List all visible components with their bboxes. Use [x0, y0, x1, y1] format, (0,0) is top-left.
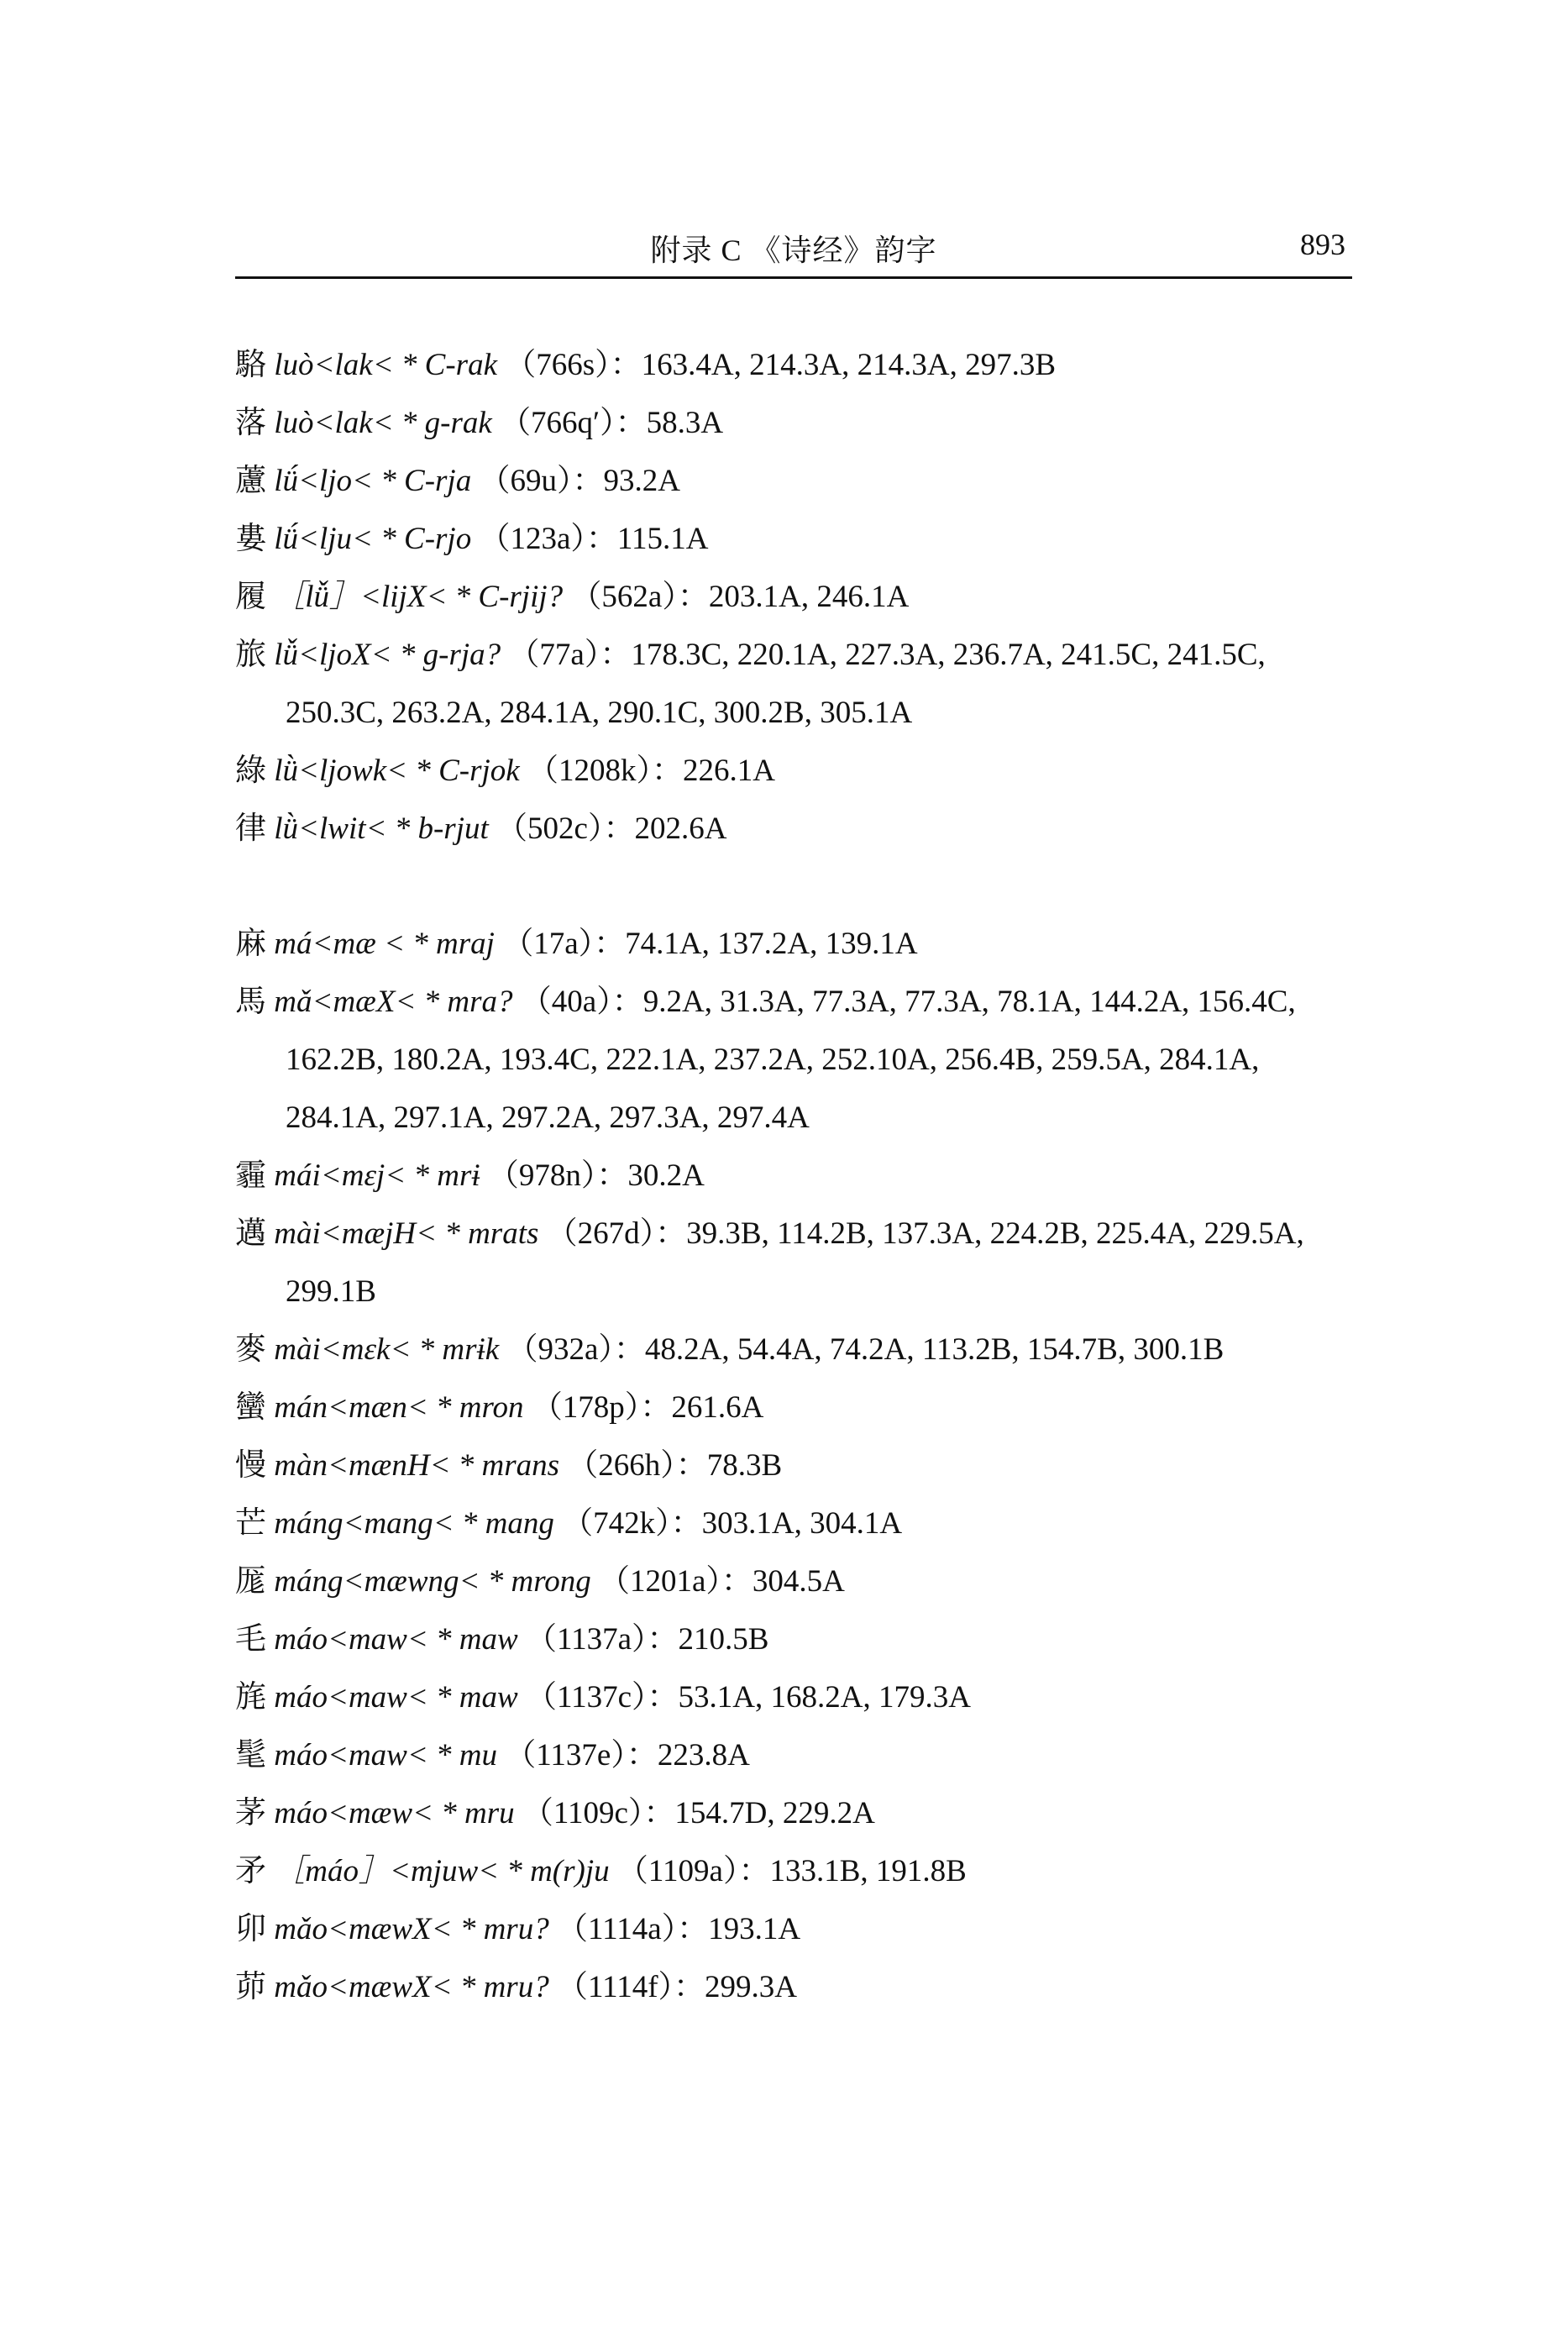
dictionary-entry	[235, 568, 1352, 626]
entry-references: 58.3A	[646, 406, 724, 440]
dictionary-entry	[235, 394, 1352, 452]
entry-reading: máo<maw< * mu	[274, 1738, 498, 1773]
entry-character: 厖	[235, 1564, 266, 1599]
entry-references: 261.6A	[671, 1390, 764, 1425]
entry-character: 旄	[235, 1680, 266, 1715]
entry-reading: lǘ<lju< * C-rjo	[274, 522, 472, 556]
entry-references: 210.5B	[678, 1622, 769, 1657]
entry-reading: máo<maw< * maw	[274, 1680, 518, 1715]
entry-gsr-number: （978n）：	[487, 1158, 628, 1193]
entry-gsr-number: （266h）：	[567, 1448, 707, 1483]
entry-references: 48.2A, 54.4A, 74.2A, 113.2B, 154.7B, 300.1B	[644, 1332, 1225, 1367]
entry-references: 78.3B	[706, 1448, 783, 1483]
entry-reading: mǎo<mæwX< * mru?	[274, 1912, 549, 1946]
dictionary-entry	[235, 336, 1352, 394]
dictionary-entry	[235, 452, 1352, 510]
entry-gsr-number: （178p）：	[531, 1390, 672, 1425]
entry-character: 履	[235, 580, 266, 614]
dictionary-entry	[235, 1784, 1352, 1842]
entry-gsr-number: （1201a）：	[598, 1564, 753, 1599]
entry-reading: lǘ<ljo< * C-rja	[274, 464, 472, 498]
entry-reading: mǎ<mæX< * mra?	[274, 985, 513, 1019]
entry-references: 303.1A, 304.1A	[701, 1506, 903, 1541]
entry-references: 74.1A, 137.2A, 139.1A	[625, 927, 918, 961]
dictionary-entry	[235, 1552, 1352, 1610]
dictionary-entry	[235, 1726, 1352, 1784]
entry-character: 麥	[235, 1332, 266, 1367]
entry-references: 203.1A, 246.1A	[708, 580, 910, 614]
dictionary-entry	[235, 1668, 1352, 1726]
entry-reading: ［lǚ］<lijX< * C-rjij?	[274, 580, 564, 614]
dictionary-entry	[235, 973, 1352, 1147]
entry-character: 麻	[235, 927, 266, 961]
entry-reading: lǚ<ljoX< * g-rja?	[274, 638, 501, 672]
entry-character: 髦	[235, 1738, 266, 1773]
entry-references: 39.3B, 114.2B, 137.3A, 224.2B, 225.4A, 229.5A, 299.1B	[286, 1216, 1304, 1309]
dictionary-entry	[235, 1379, 1352, 1436]
entry-references: 193.1A	[708, 1912, 801, 1946]
entry-reading: mái<mɛj< * mrɨ	[274, 1158, 480, 1193]
entry-references: 223.8A	[657, 1738, 750, 1773]
running-header	[235, 220, 1352, 277]
entry-character: 茆	[235, 1970, 266, 2004]
dictionary-entry	[235, 1842, 1352, 1900]
entry-references: 163.4A, 214.3A, 214.3A, 297.3B	[641, 348, 1056, 382]
entry-references: 30.2A	[627, 1158, 705, 1193]
entry-gsr-number: （17a）：	[502, 927, 626, 961]
entry-reading: ［máo］<mjuw< * m(r)ju	[274, 1854, 610, 1888]
dictionary-entry	[235, 1436, 1352, 1494]
entry-character: 茅	[235, 1796, 266, 1830]
entry-reading: mài<mɛk< * mrɨk	[274, 1332, 500, 1367]
entry-gsr-number: （1109c）：	[522, 1796, 675, 1830]
entry-references: 304.5A	[752, 1564, 845, 1599]
entry-references: 133.1B, 191.8B	[769, 1854, 967, 1888]
dictionary-entry	[235, 1900, 1352, 1958]
entry-character: 卯	[235, 1912, 266, 1946]
entry-references: 299.3A	[705, 1970, 798, 2004]
dictionary-entry	[235, 1958, 1352, 2016]
entry-reading: máo<maw< * maw	[274, 1622, 518, 1657]
entry-gsr-number: （267d）：	[546, 1216, 687, 1251]
entry-gsr-number: （1114a）：	[556, 1912, 709, 1946]
entry-gsr-number: （1137c）：	[525, 1680, 679, 1715]
entry-reading: luò<lak< * g-rak	[274, 406, 492, 440]
entry-character: 綠	[235, 754, 266, 788]
entry-reading: máo<mæw< * mru	[274, 1796, 515, 1830]
entry-reading: máng<mang< * mang	[274, 1506, 554, 1541]
header-title: 附录 C 《诗经》韵字	[650, 234, 937, 267]
entry-gsr-number: （69u）：	[479, 464, 604, 498]
dictionary-entry	[235, 1147, 1352, 1205]
entry-gsr-number: （1109a）：	[616, 1854, 770, 1888]
entry-character: 馬	[235, 985, 266, 1019]
entry-references: 178.3C, 220.1A, 227.3A, 236.7A, 241.5C, 241.5C, 250.3C, 263.2A, 284.1A, 290.1C, 300.2B, 305.1A	[286, 638, 1266, 730]
dictionary-entry	[235, 1205, 1352, 1321]
dictionary-entry	[235, 1321, 1352, 1379]
dictionary-entry	[235, 742, 1352, 800]
page-number: 893	[1300, 228, 1345, 261]
rhyme-word-list	[235, 336, 1352, 2016]
entry-references: 154.7D, 229.2A	[674, 1796, 875, 1830]
entry-references: 93.2A	[603, 464, 680, 498]
entry-character: 藘	[235, 464, 266, 498]
entry-reading: lǜ<ljowk< * C-rjok	[274, 754, 520, 788]
entry-character: 芒	[235, 1506, 266, 1541]
entry-reading: má<mæ < * mraj	[274, 927, 495, 961]
entry-references: 53.1A, 168.2A, 179.3A	[678, 1680, 971, 1715]
entry-reading: màn<mænH< * mrans	[274, 1448, 560, 1483]
entry-references: 9.2A, 31.3A, 77.3A, 77.3A, 78.1A, 144.2A, 156.4C, 162.2B, 180.2A, 193.4C, 222.1A, 237.2A, 252.10A, 256.4B, 259.5A, 284.1A, 284.1A, 297.1A, 297.2A, 297.3A, 297.4A	[286, 985, 1296, 1135]
entry-character: 落	[235, 406, 266, 440]
entry-character: 慢	[235, 1448, 266, 1483]
dictionary-entry	[235, 626, 1352, 742]
entry-gsr-number: （742k）：	[562, 1506, 702, 1541]
entry-gsr-number: （1114f）：	[556, 1970, 705, 2004]
entry-reading: mán<mæn< * mron	[274, 1390, 524, 1425]
entry-references: 115.1A	[616, 522, 709, 556]
entry-references: 202.6A	[634, 811, 727, 846]
entry-gsr-number: （123a）：	[479, 522, 617, 556]
header-rule	[235, 276, 1352, 279]
entry-gsr-number: （40a）：	[520, 985, 643, 1019]
dictionary-entry	[235, 915, 1352, 973]
entry-character: 蠻	[235, 1390, 266, 1425]
entry-character: 霾	[235, 1158, 266, 1193]
entry-gsr-number: （1208k）：	[527, 754, 683, 788]
entry-reading: mǎo<mæwX< * mru?	[274, 1970, 549, 2004]
entry-reading: luò<lak< * C-rak	[274, 348, 497, 382]
entry-character: 婁	[235, 522, 266, 556]
dictionary-entry	[235, 800, 1352, 858]
dictionary-entry	[235, 1610, 1352, 1668]
dictionary-entry	[235, 510, 1352, 568]
entry-reading: máng<mæwng< * mrong	[274, 1564, 591, 1599]
entry-character: 駱	[235, 348, 266, 382]
entry-gsr-number: （1137e）：	[505, 1738, 658, 1773]
entry-character: 旅	[235, 638, 266, 672]
entry-character: 毛	[235, 1622, 266, 1657]
entry-reading: mài<mæjH< * mrats	[274, 1216, 539, 1251]
entry-character: 律	[235, 811, 266, 846]
entry-gsr-number: （932a）：	[506, 1332, 645, 1367]
dictionary-entry	[235, 1494, 1352, 1552]
entry-gsr-number: （562a）：	[570, 580, 709, 614]
entry-character: 邁	[235, 1216, 266, 1251]
entry-gsr-number: （77a）：	[508, 638, 632, 672]
entry-reading: lǜ<lwit< * b-rjut	[274, 811, 489, 846]
entry-references: 226.1A	[682, 754, 775, 788]
entry-gsr-number: （766s）：	[505, 348, 642, 382]
entry-gsr-number: （766q′）：	[500, 406, 647, 440]
entry-gsr-number: （1137a）：	[525, 1622, 679, 1657]
entry-character: 矛	[235, 1854, 266, 1888]
entry-gsr-number: （502c）：	[496, 811, 635, 846]
